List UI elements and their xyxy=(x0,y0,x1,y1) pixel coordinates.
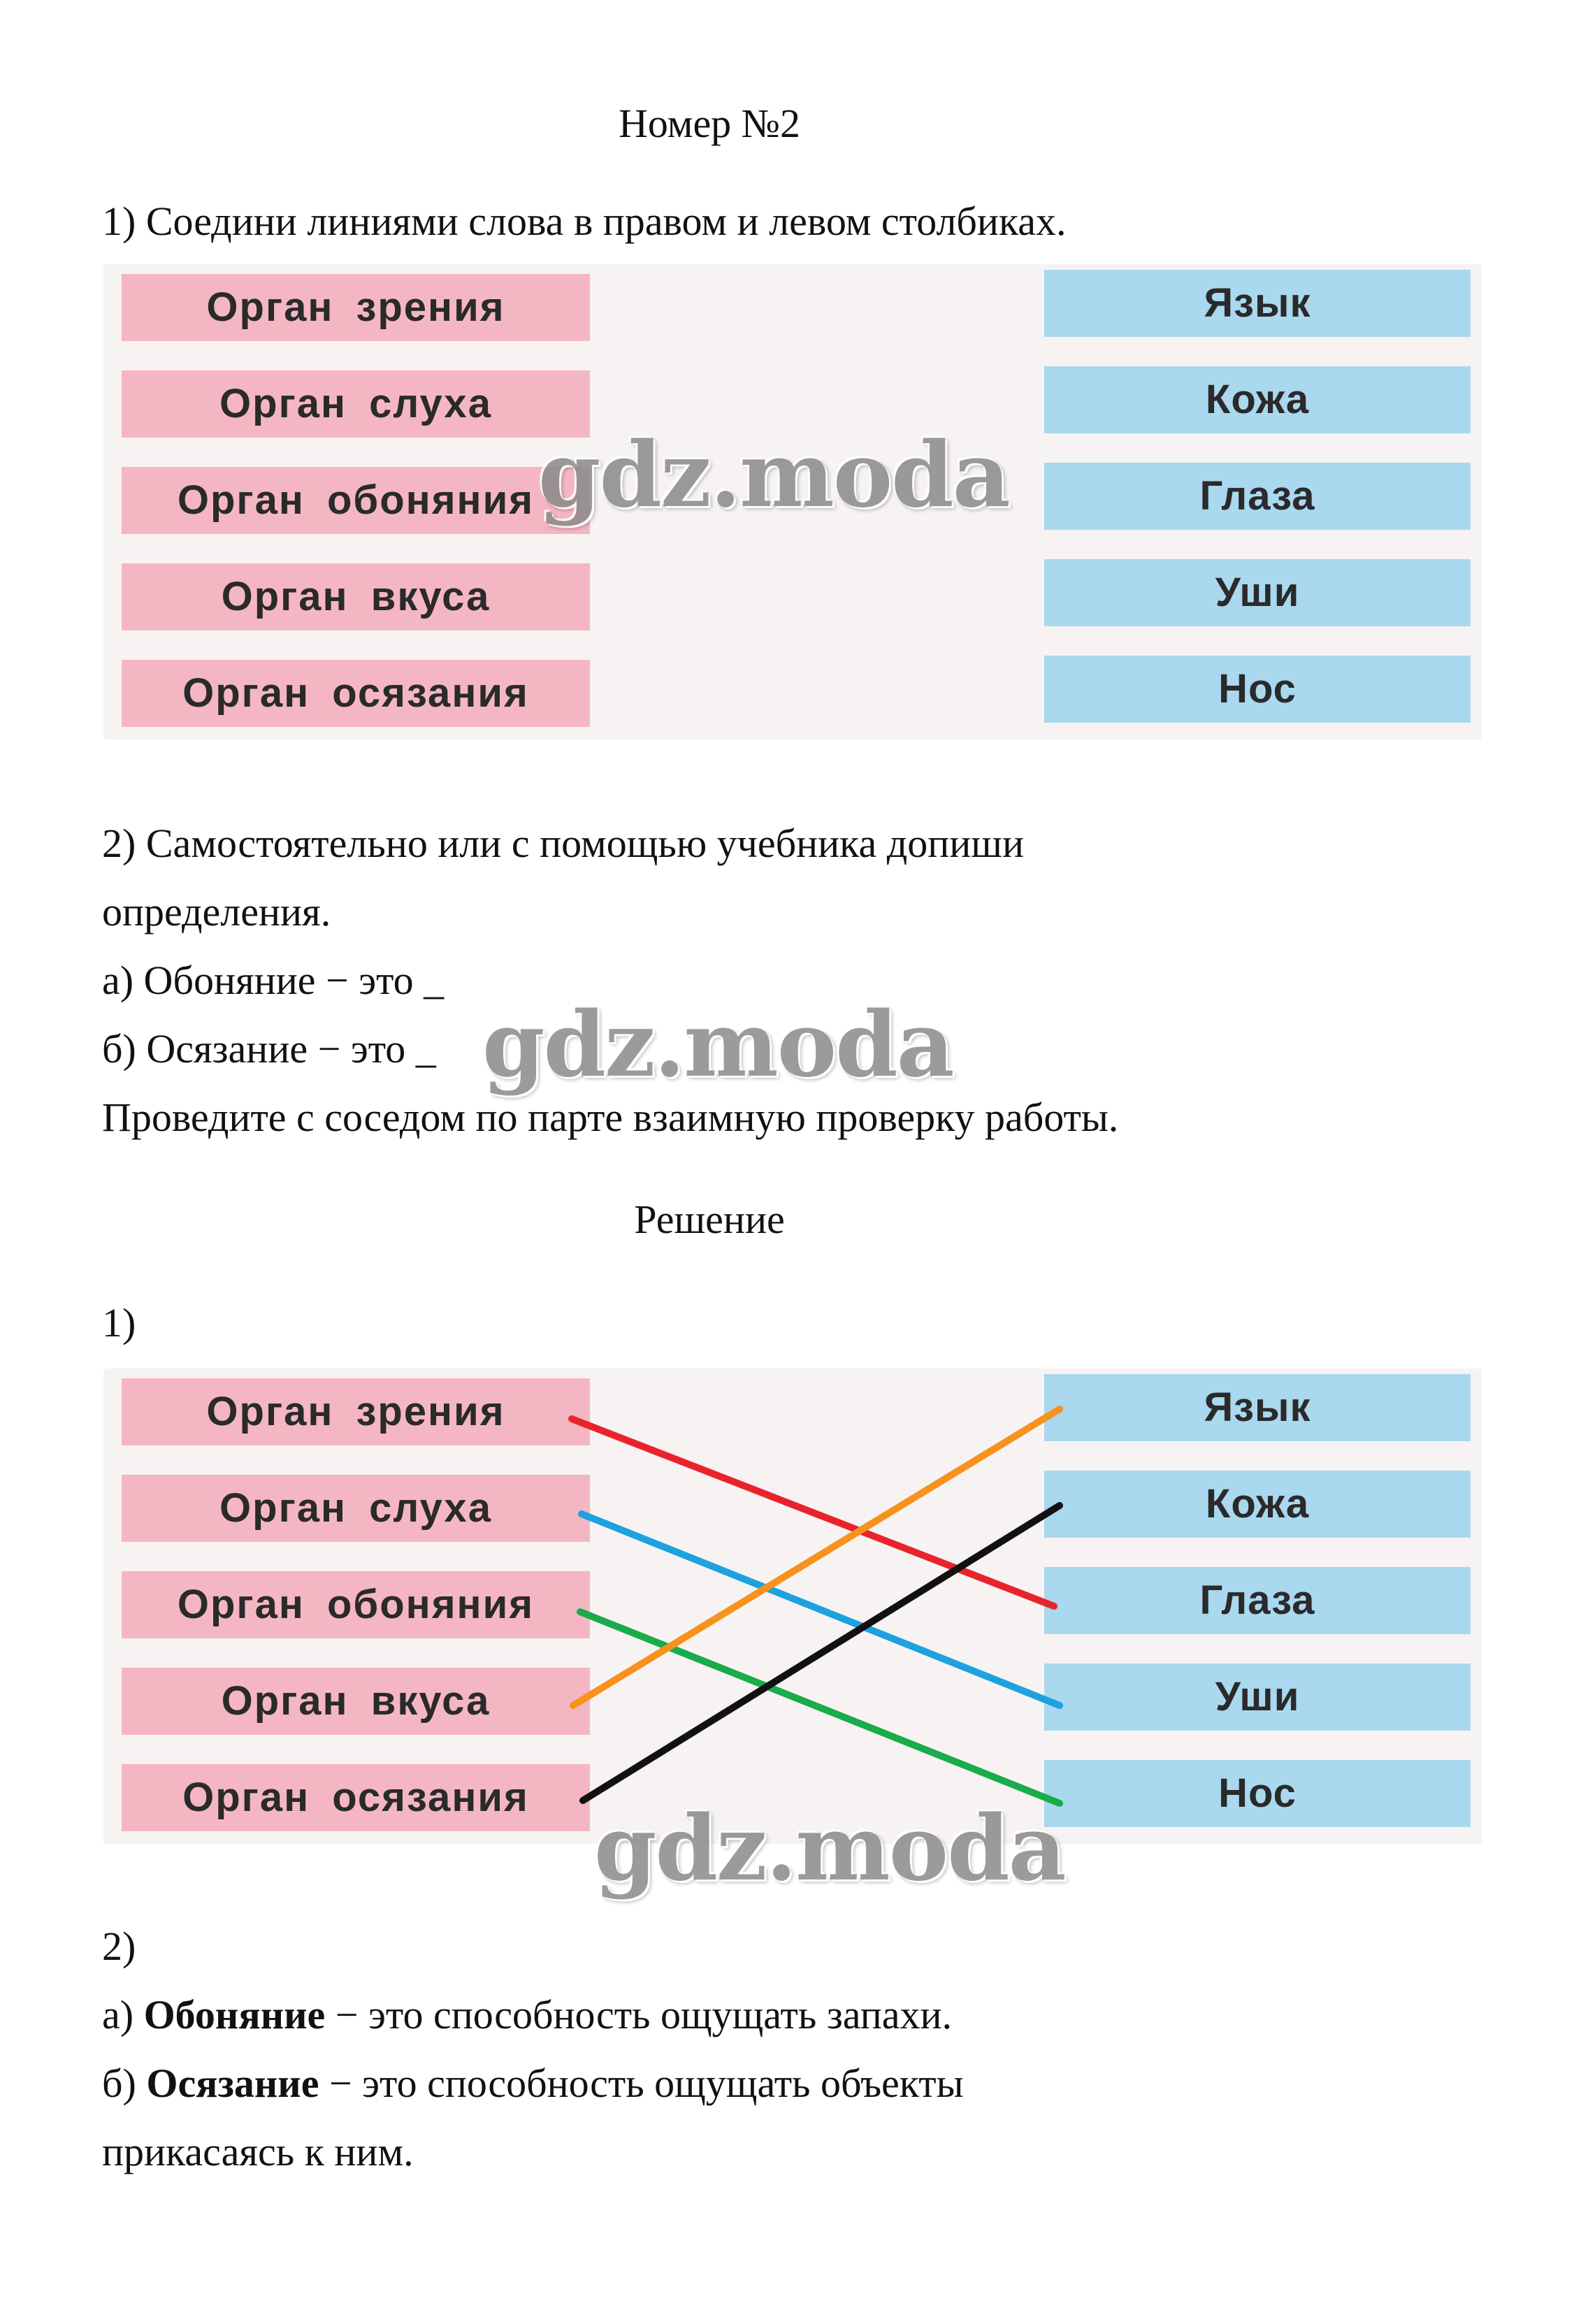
left-item-taste: Орган вкуса xyxy=(122,1668,590,1735)
solution-title: Решение xyxy=(634,1197,785,1242)
watermark: gdz.moda xyxy=(482,993,953,1097)
right-item-ears: Уши xyxy=(1044,1663,1471,1731)
left-item-vision: Орган зрения xyxy=(122,274,590,341)
answer-b-term: Осязание xyxy=(146,2060,319,2106)
left-item-taste: Орган вкуса xyxy=(122,563,590,630)
answer-a-prefix: а) xyxy=(102,1992,144,2037)
watermark: gdz.moda xyxy=(538,423,1009,528)
answer-a xyxy=(102,1991,952,2040)
left-item-vision: Орган зрения xyxy=(122,1378,590,1445)
right-item-eyes: Глаза xyxy=(1044,1567,1471,1634)
right-item-skin: Кожа xyxy=(1044,1471,1471,1538)
answer-b-continuation: прикасаясь к ним. xyxy=(102,2129,414,2174)
page-title: Номер №2 xyxy=(618,101,801,146)
solution-part1-label: 1) xyxy=(102,1300,136,1345)
watermark: gdz.moda xyxy=(594,1796,1065,1901)
left-item-hearing: Орган слуха xyxy=(122,1475,590,1542)
task2-a: а) Обоняние − это _ xyxy=(102,958,445,1003)
right-item-skin: Кожа xyxy=(1044,366,1471,433)
right-item-tongue: Язык xyxy=(1044,270,1471,337)
match-line-hearing-ears xyxy=(582,1514,1060,1705)
answer-b-rest: − это способность ощущать объекты xyxy=(319,2060,964,2106)
match-line-taste-tongue xyxy=(573,1409,1060,1705)
task2-line1: 2) Самостоятельно или с помощью учебника допиши xyxy=(102,821,1024,866)
task1-text: 1) Соедини линиями слова в правом и левом столбиках. xyxy=(102,199,1067,244)
right-item-nose: Нос xyxy=(1044,1760,1471,1827)
match-line-vision-eyes xyxy=(572,1419,1054,1606)
right-item-ears: Уши xyxy=(1044,559,1471,626)
left-item-touch: Орган осязания xyxy=(122,660,590,727)
answer-a-rest: − это способность ощущать запахи. xyxy=(325,1992,953,2037)
task2-line2: определения. xyxy=(102,889,331,934)
right-item-tongue: Язык xyxy=(1044,1374,1471,1441)
right-item-nose: Нос xyxy=(1044,656,1471,723)
left-item-touch: Орган осязания xyxy=(122,1764,590,1831)
match-line-smell-nose xyxy=(580,1612,1060,1803)
answer-b xyxy=(102,2059,964,2108)
task2-check: Проведите с соседом по парте взаимную проверку работы. xyxy=(102,1095,1119,1140)
left-item-smell: Орган обоняния xyxy=(122,467,590,534)
answer-a-term: Обоняние xyxy=(143,1992,326,2037)
left-item-smell: Орган обоняния xyxy=(122,1571,590,1638)
solution-part2-label: 2) xyxy=(102,1924,136,1969)
task2-b: б) Осязание − это _ xyxy=(102,1026,436,1071)
answer-b-prefix: б) xyxy=(102,2060,147,2106)
right-item-eyes: Глаза xyxy=(1044,463,1471,530)
left-item-hearing: Орган слуха xyxy=(122,370,590,438)
